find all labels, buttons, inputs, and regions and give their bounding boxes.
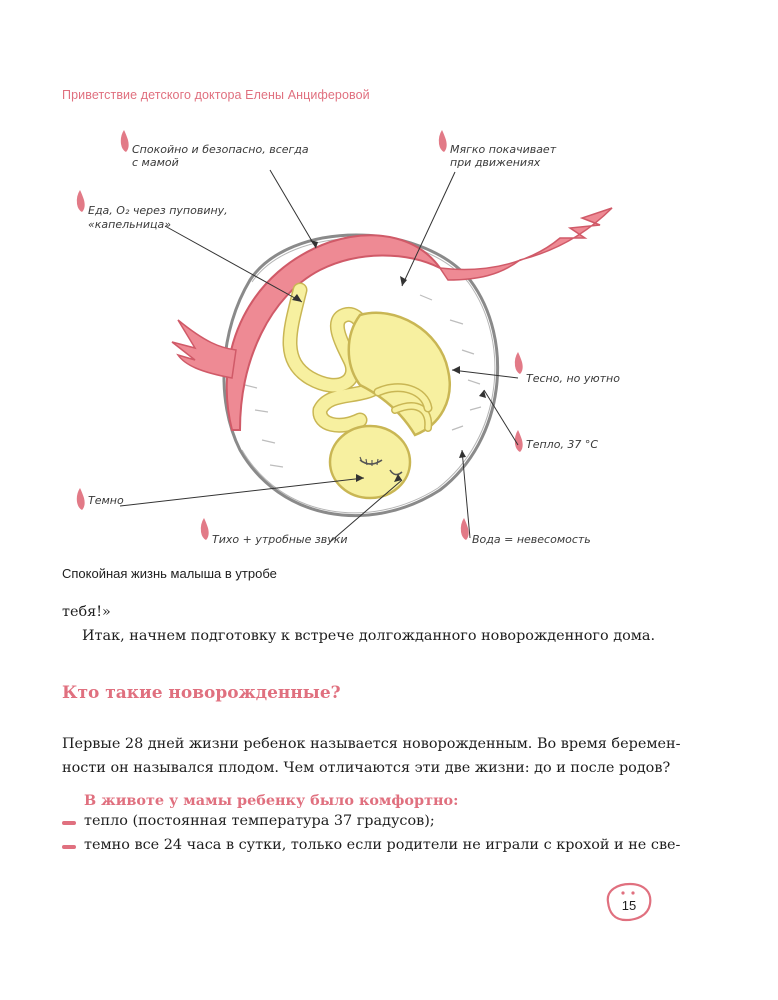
label-rocking-line2: при движениях xyxy=(450,156,541,169)
page-number-badge xyxy=(600,880,656,924)
left-fallopian-tube xyxy=(172,320,236,378)
running-header: Приветствие детского доктора Елены Анциферовой xyxy=(62,88,370,102)
paragraph: Итак, начнем подготовку к встрече долгожданного новорожденного дома. xyxy=(82,628,656,644)
label-cozy: Тесно, но уютно xyxy=(526,372,620,385)
eye-dot-icon xyxy=(631,891,634,894)
label-warm: Тепло, 37 °С xyxy=(526,438,599,451)
pen-mark-icon xyxy=(121,130,129,152)
label-quiet: Тихо + утробные звуки xyxy=(212,533,348,546)
label-food-line2: «капельница» xyxy=(88,218,172,231)
label-food-line1: Еда, O₂ через пуповину, xyxy=(88,204,228,217)
label-calm-line1: Спокойно и безопасно, всегда xyxy=(132,143,309,156)
pen-mark-icon xyxy=(77,190,85,212)
list-item-text: темно все 24 часа в сутки, только если родители не играли с крохой и не све- xyxy=(84,837,681,853)
sub-heading: В животе у мамы ребенку было комфортно: xyxy=(84,792,459,809)
womb-illustration xyxy=(0,110,778,560)
label-calm-line2: с мамой xyxy=(132,156,179,169)
figure-caption: Спокойная жизнь малыша в утробе xyxy=(62,566,277,581)
eye-dot-icon xyxy=(621,891,624,894)
list-dash-icon xyxy=(62,845,76,849)
label-water: Вода = невесомость xyxy=(472,533,591,546)
list-dash-icon xyxy=(62,821,76,825)
paragraph xyxy=(62,732,702,780)
paragraph-continuation: тебя!» xyxy=(62,604,111,620)
list-item-text: тепло (постоянная температура 37 градусов); xyxy=(84,813,435,829)
paragraph-line: ности он назывался плодом. Чем отличаются эти две жизни: до и после родов? xyxy=(62,760,671,776)
right-fallopian-tube xyxy=(440,208,612,280)
label-dark: Темно xyxy=(88,494,124,507)
label-rocking-line1: Мягко покачивает xyxy=(450,143,557,156)
pen-mark-icon xyxy=(439,130,447,152)
pen-mark-icon xyxy=(461,518,469,540)
pen-mark-icon xyxy=(201,518,209,540)
pen-mark-icon xyxy=(515,352,523,374)
section-heading: Кто такие новорожденные? xyxy=(62,683,341,703)
pen-mark-icon xyxy=(77,488,85,510)
paragraph-line: Первые 28 дней жизни ребенок называется новорожденным. Во время беремен- xyxy=(62,736,681,752)
page-number: 15 xyxy=(621,898,637,913)
